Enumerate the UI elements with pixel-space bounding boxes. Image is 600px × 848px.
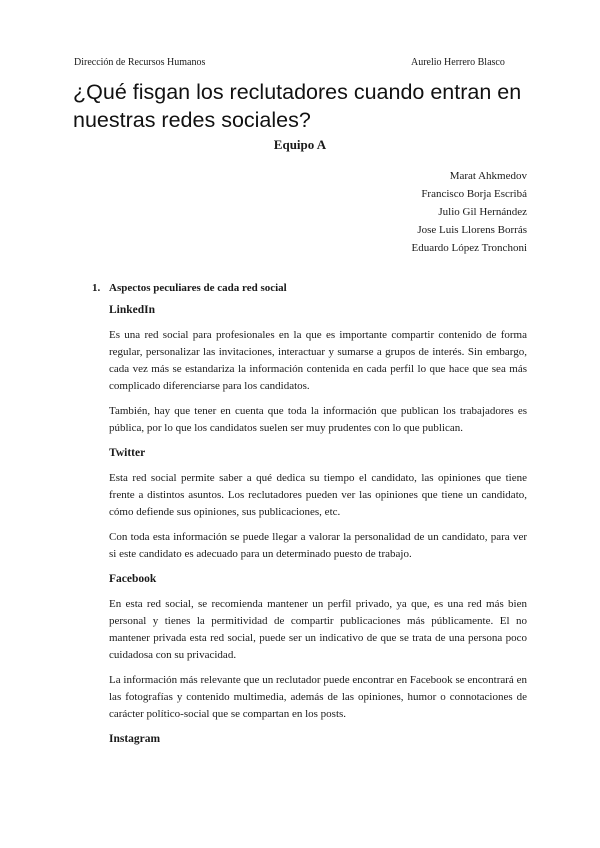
- subsection-title-linkedin: LinkedIn: [109, 304, 156, 316]
- author-name: Marat Ahkmedov: [449, 170, 527, 182]
- paragraph: Esta red social permite saber a qué dedica su tiempo el candidato, las opiniones que tiene frente a distintos asuntos. Los reclutadores pueden ver las opiniones que tiene un candidato, cómo defiende sus opiniones, sus publicaciones, etc.: [109, 472, 527, 518]
- author-name: Julio Gil Hernández: [438, 206, 527, 218]
- author-name: Eduardo López Tronchoni: [411, 242, 527, 254]
- section-title: Aspectos peculiares de cada red social: [109, 282, 287, 294]
- author-list: [412, 167, 527, 257]
- paragraph: También, hay que tener en cuenta que toda la información que publican los trabajadores es pública, por lo que los candidatos suelen ser muy prudentes con lo que publican.: [109, 405, 527, 434]
- subsection-title-twitter: Twitter: [109, 447, 146, 459]
- paragraph: Con toda esta información se puede llegar a valorar la personalidad de un candidato, para ver si este candidato es adecuado para un determinado puesto de trabajo.: [109, 531, 527, 560]
- paragraph: En esta red social, se recomienda mantener un perfil privado, ya que, es una red más bien personal y tienes la permitividad de compartir publicaciones más públicamente. El no mantener privada esta red social, puede ser un indicativo de que se trata de una persona poco cuidadosa con su privacidad.: [109, 598, 527, 661]
- header-department: Dirección de Recursos Humanos: [74, 57, 206, 68]
- author-name: Jose Luis Llorens Borrás: [417, 224, 527, 236]
- author-name: Francisco Borja Escribá: [421, 188, 527, 200]
- paragraph: Es una red social para profesionales en la que es importante compartir contenido de forma regular, personalizar las invitaciones, interactuar y sumarse a grupos de interés. Sin embargo, cada vez más se estandariza la información contenida en cada perfil lo que hace que sea más complicado diferenciarse para los candidatos.: [109, 329, 527, 392]
- subsection-title-instagram: Instagram: [109, 733, 161, 745]
- document-title: ¿Qué fisgan los reclutadores cuando entran en nuestras redes sociales?: [73, 80, 522, 132]
- section-heading: [92, 282, 287, 294]
- paragraph: La información más relevante que un reclutador puede encontrar en Facebook se encontrará en las fotografías y contenido multimedia, además de las opiniones, humor o connotaciones de carácter político-social que se compartan en los posts.: [109, 674, 527, 720]
- team-subtitle: Equipo A: [273, 137, 327, 152]
- header-author: Aurelio Herrero Blasco: [411, 57, 505, 68]
- subsection-title-facebook: Facebook: [109, 573, 157, 585]
- section-number: 1.: [92, 282, 101, 294]
- section-content: [109, 302, 527, 756]
